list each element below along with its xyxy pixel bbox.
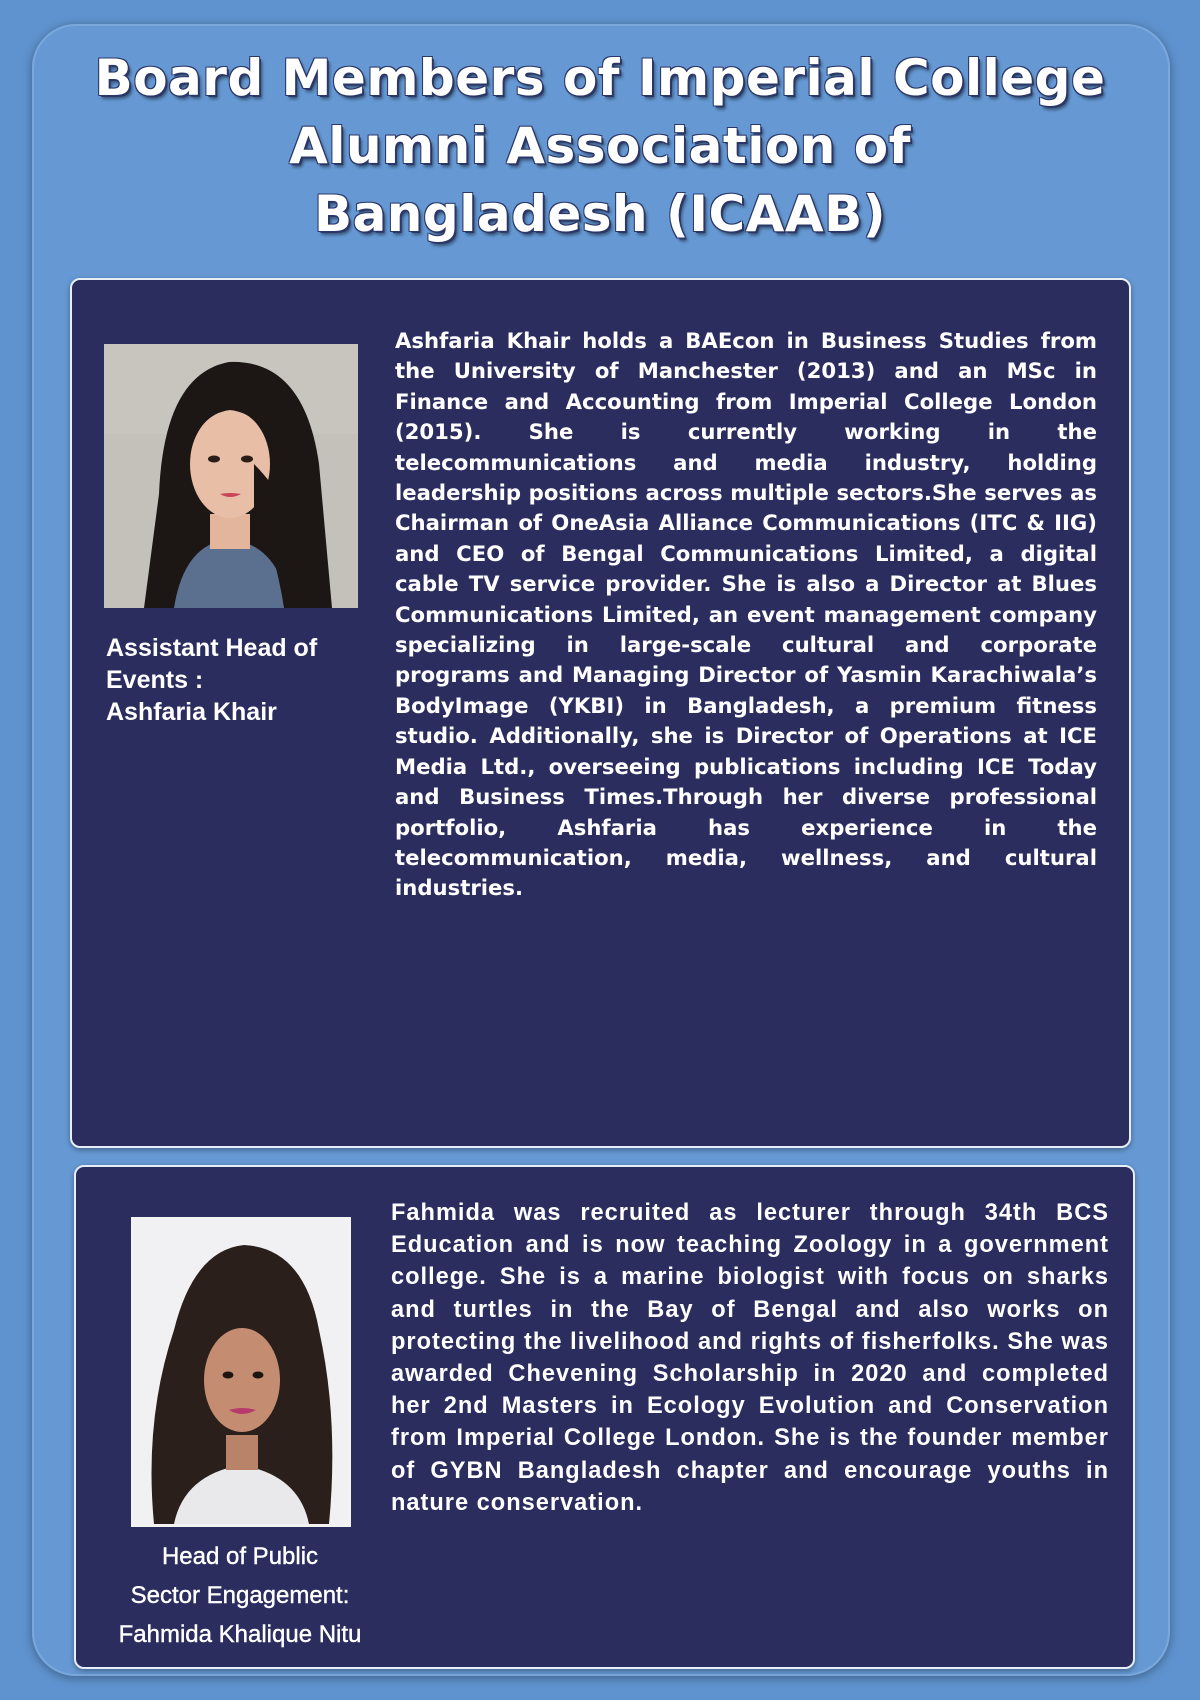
role-line: Events : [106,666,204,694]
member-photo-ashfaria-khair [104,344,358,608]
role-line: Assistant Head of [106,634,318,662]
member-photo-fahmida-khalique-nitu [131,1217,351,1527]
portrait-woman-icon [134,1220,348,1524]
member-card-fahmida-khalique-nitu [74,1165,1135,1669]
member-name: Ashfaria Khair [106,698,277,726]
role-line: Head of Public [161,1543,319,1570]
member-name: Fahmida Khalique Nitu [118,1621,362,1648]
role-line: Sector Engagement: [130,1582,350,1609]
member-bio: Ashfaria Khair holds a BAEcon in Business Studies from the University of Manchester (2013) and an MSc in Finance and Accounting from Imperial College London (2015). She is currently working in the telecommunications and media industry, holding leadership positions across multiple sectors.She serves as Chairman of OneAsia Alliance Communications (ITC & IIG) and CEO of Bengal Communications Limited, a digital cable TV service provider. She is also a Director at Blues Communications Limited, an event management company specializing in large-scale cultural and corporate programs and Managing Director of Yasmin Karachiwala’s BodyImage (YKBI) in Bangladesh, a premium fitness studio. Additionally, she is Director of Operations at ICE Media Ltd., overseeing publications including ICE Today and Business Times.Through her diverse professional portfolio, Ashfaria has experience in the telecommunication, media, wellness, and cultural industries. [395,328,1097,901]
member-card-ashfaria-khair [70,278,1131,1148]
title-line: Board Members of Imperial College [94,49,1106,107]
portrait-woman-icon [104,344,358,608]
member-role [76,1537,404,1654]
page-title [0,44,1200,248]
title-line: Alumni Association of [289,117,911,175]
member-role [106,632,366,728]
member-bio: Fahmida was recruited as lecturer through 34th BCS Education and is now teaching Zoology in a government college. She is a marine biologist with focus on sharks and turtles in the Bay of Bengal and also works on protecting the livelihood and rights of fisherfolks. She was awarded Chevening Scholarship in 2020 and completed her 2nd Masters in Ecology Evolution and Conservation from Imperial College London. She is the founder member of GYBN Bangladesh chapter and encourage youths in nature conservation. [391,1200,1109,1516]
title-line: Bangladesh (ICAAB) [313,185,887,243]
